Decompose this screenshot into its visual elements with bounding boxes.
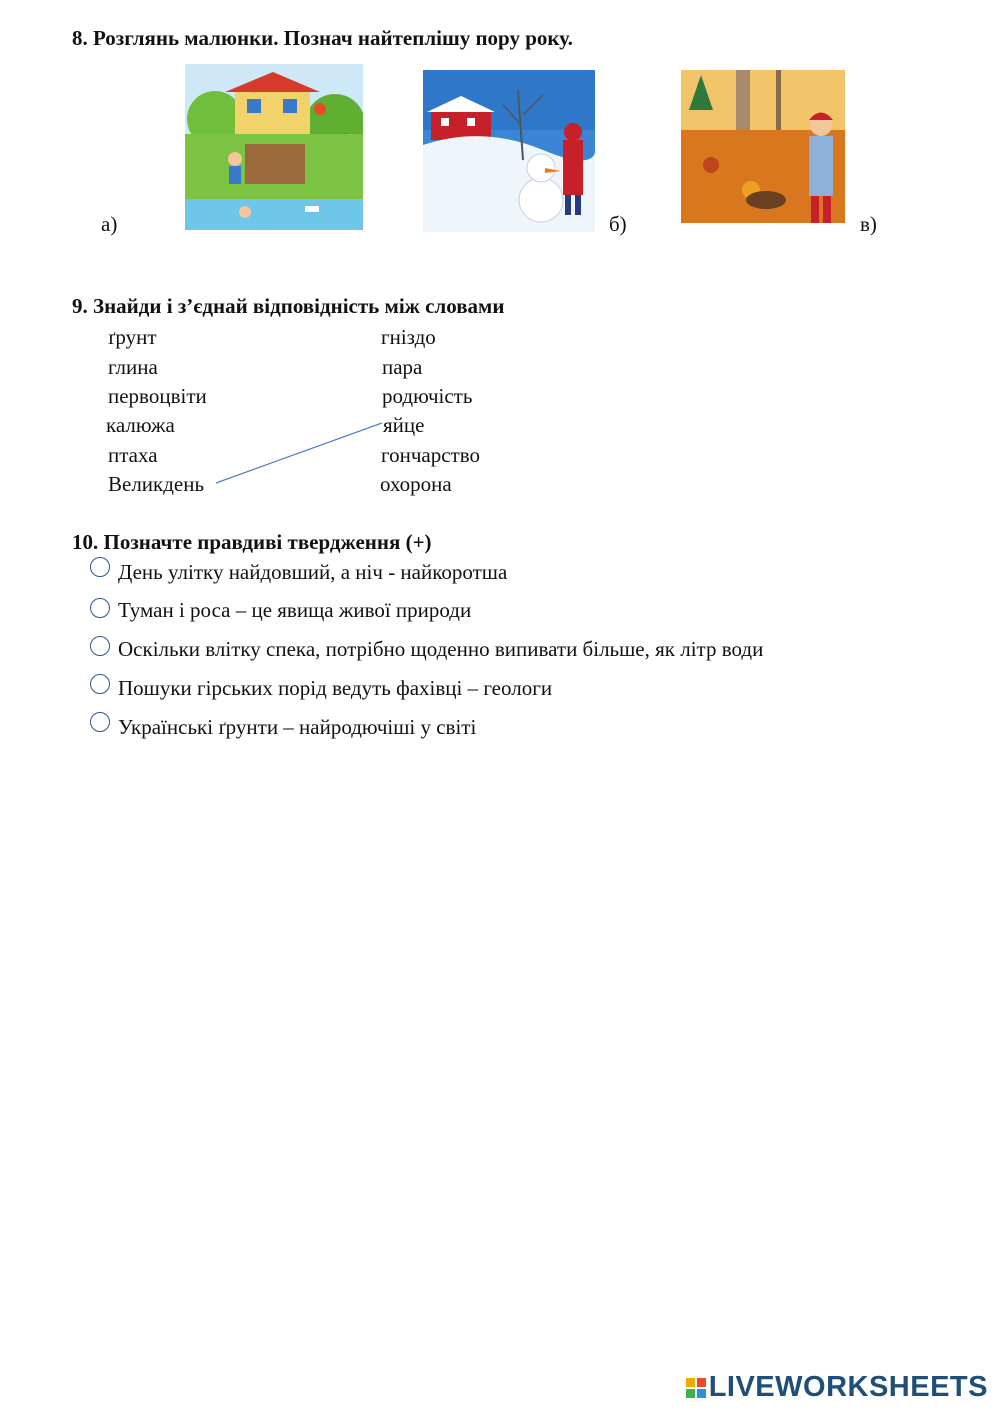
question-8-title: 8. Розглянь малюнки. Познач найтеплішу пору року. xyxy=(72,26,573,50)
option-c-label[interactable]: в) xyxy=(860,212,877,236)
statement-radio[interactable] xyxy=(90,598,110,618)
statement-text: Пошуки гірських порід ведуть фахівці – геологи xyxy=(118,676,553,700)
statement-text: Українські ґрунти – найродючіші у світі xyxy=(118,715,477,739)
brand-name: LIVEWORKSHEETS xyxy=(708,1371,988,1403)
left-word[interactable]: глина xyxy=(108,355,158,379)
statement-radio[interactable] xyxy=(90,557,110,577)
statement-text: Туман і роса – це явища живої природи xyxy=(118,598,472,622)
question-10-title: 10. Позначте правдиві твердження (+) xyxy=(72,530,432,554)
left-word[interactable]: ґрунт xyxy=(108,325,157,349)
left-word[interactable]: первоцвіти xyxy=(108,384,207,408)
left-word[interactable]: птаха xyxy=(108,443,158,467)
right-word[interactable]: яйце xyxy=(383,413,425,437)
statement-text: Оскільки влітку спека, потрібно щоденно випивати більше, як літр води xyxy=(118,637,764,661)
statement-radio[interactable] xyxy=(90,674,110,694)
left-word[interactable]: Великдень xyxy=(108,472,205,496)
left-word[interactable]: калюжа xyxy=(106,413,175,437)
connection-line-layer xyxy=(0,0,1000,520)
logo-icon xyxy=(686,1378,706,1398)
right-word[interactable]: гніздо xyxy=(381,325,436,349)
statement-text: День улітку найдовший, а ніч - найкоротша xyxy=(118,560,508,584)
right-word[interactable]: гончарство xyxy=(381,443,480,467)
right-word[interactable]: родючість xyxy=(382,384,473,408)
question-9-title: 9. Знайди і з’єднай відповідність між словами xyxy=(72,294,505,318)
right-word[interactable]: пара xyxy=(382,355,423,379)
connection-line xyxy=(216,423,382,483)
option-b-label[interactable]: б) xyxy=(609,212,627,236)
liveworksheets-logo[interactable] xyxy=(686,1371,988,1404)
statement-radio[interactable] xyxy=(90,712,110,732)
statement-radio[interactable] xyxy=(90,636,110,656)
right-word[interactable]: охорона xyxy=(380,472,452,496)
option-a-label[interactable]: а) xyxy=(101,212,118,236)
